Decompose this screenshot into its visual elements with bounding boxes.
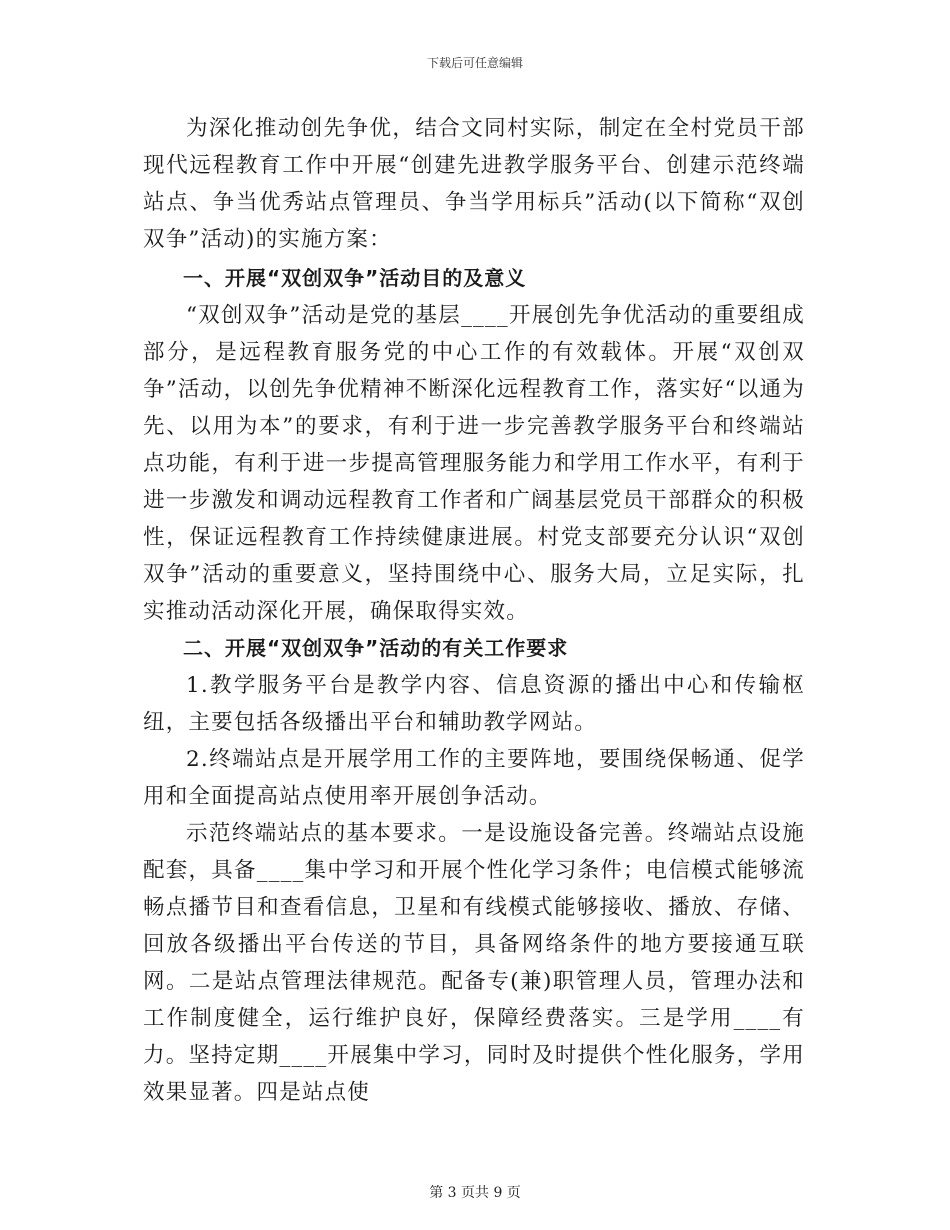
- document-body: [143, 110, 805, 1111]
- requirement-item-1: 1.教学服务平台是教学内容、信息资源的播出中心和传输枢纽，主要包括各级播出平台和辅助教学网站。: [143, 673, 805, 735]
- page-footer: 第 3 页共 9 页: [429, 1185, 521, 1201]
- page-header: 下载后可任意编辑: [426, 56, 523, 70]
- demo-station-requirements-paragraph: 示范终端站点的基本要求。一是设施设备完善。终端站点设施配套，具备____集中学习和开展个性化学习条件；电信模式能够流畅点播节目和查看信息，卫星和有线模式能够接收、播放、存储、回放各级播出平台传送的节目，具备网络条件的地方要接通互联网。二是站点管理法律规范。配备专(兼)职管理人员，管理办法和工作制度健全，运行维护良好，保障经费落实。三是学用____有力。坚持定期____开展集中学习，同时及时提供个性化服务，学用效果显著。四是站点使: [143, 821, 805, 1105]
- section-heading-1: 一、开展“双创双争”活动目的及意义: [183, 266, 527, 290]
- section-heading-2: 二、开展“双创双争”活动的有关工作要求: [183, 636, 569, 660]
- intro-paragraph: 为深化推动创先争优，结合文同村实际，制定在全村党员干部现代远程教育工作中开展“创建先进教学服务平台、创建示范终端站点、争当优秀站点管理员、争当学用标兵”活动(以下简称“双创双争”活动)的实施方案：: [143, 116, 805, 252]
- requirement-item-2: 2.终端站点是开展学用工作的主要阵地，要围绕保畅通、促学用和全面提高站点使用率开展创争活动。: [143, 747, 805, 809]
- section-1-paragraph: “双创双争”活动是党的基层____开展创先争优活动的重要组成部分，是远程教育服务党的中心工作的有效载体。开展“双创双争”活动，以创先争优精神不断深化远程教育工作，落实好“以通为先、以用为本”的要求，有利于进一步完善教学服务平台和终端站点功能，有利于进一步提高管理服务能力和学用工作水平，有利于进一步激发和调动远程教育工作者和广阔基层党员干部群众的积极性，保证远程教育工作持续健康进展。村党支部要充分认识“双创双争”活动的重要意义，坚持围绕中心、服务大局，立足实际，扎实推动活动深化开展，确保取得实效。: [143, 303, 805, 624]
